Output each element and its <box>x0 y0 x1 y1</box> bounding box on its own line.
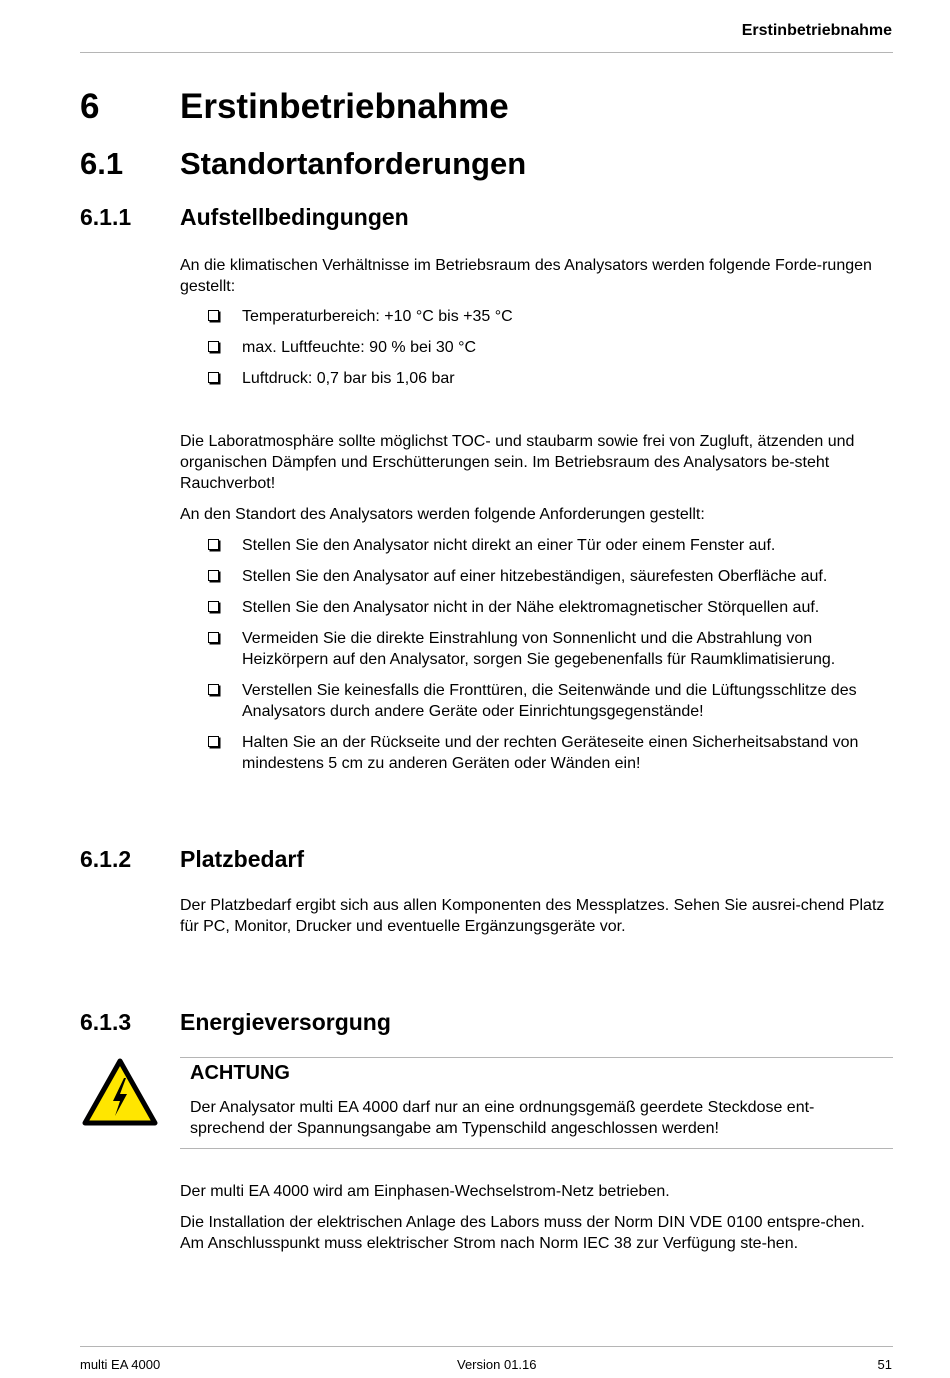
footer-product: multi EA 4000 <box>80 1357 161 1372</box>
atmosphere-paragraph: Die Laboratmosphäre sollte möglichst TOC- und staubarm sowie frei von Zugluft, ätzenden und organischen Dämpfen und Erschütterungen sein. Im Betriebsraum des Analysators be-steht Rauchverbot! <box>180 433 855 492</box>
list-item: Temperaturbereich: +10 °C bis +35 °C <box>180 306 892 327</box>
subsection-number: 6.1.2 <box>80 846 132 872</box>
list-item: Stellen Sie den Analysator auf einer hitzebeständigen, säurefesten Oberfläche auf. <box>180 566 892 587</box>
running-header: Erstinbetriebnahme <box>741 22 892 39</box>
subsection-number: 6.1.1 <box>80 204 132 230</box>
page-number: 51 <box>877 1357 892 1372</box>
subsection-title: Aufstellbedingungen <box>180 204 409 230</box>
list-item: Halten Sie an der Rückseite und der rechten Geräteseite einen Sicherheitsabstand von mindestens 5 cm zu anderen Geräten oder Wänden ein! <box>180 732 892 774</box>
section-title: Standortanforderungen <box>180 146 527 181</box>
section-number: 6.1 <box>80 146 124 181</box>
warning-bottom-rule <box>180 1148 893 1149</box>
list-item: Verstellen Sie keinesfalls die Fronttüren, die Seitenwände und die Lüftungsschlitze des Analysators durch andere Geräte oder Einrichtungsgegenstände! <box>180 680 892 722</box>
power-paragraph-2: Die Installation der elektrischen Anlage des Labors muss der Norm DIN VDE 0100 entspre-chen. Am Anschlusspunkt muss elektrischer Strom nach Norm IEC 38 zur Verfügung ste-hen. <box>180 1214 865 1252</box>
list-item: max. Luftfeuchte: 90 % bei 30 °C <box>180 337 892 358</box>
location-list <box>180 535 892 784</box>
footer-version: Version 01.16 <box>457 1357 537 1372</box>
footer-rule <box>80 1346 893 1347</box>
subsection-number: 6.1.3 <box>80 1009 132 1035</box>
subsection-title: Energieversorgung <box>180 1009 391 1035</box>
warning-title: ACHTUNG <box>190 1062 290 1084</box>
chapter-number: 6 <box>80 87 100 126</box>
electric-hazard-icon <box>82 1058 158 1126</box>
power-paragraph-1: Der multi EA 4000 wird am Einphasen-Wechselstrom-Netz betrieben. <box>180 1183 670 1200</box>
subsection-title: Platzbedarf <box>180 846 304 872</box>
space-paragraph: Der Platzbedarf ergibt sich aus allen Komponenten des Messplatzes. Sehen Sie ausrei-chend Platz für PC, Monitor, Drucker und eventuelle Ergänzungsgeräte vor. <box>180 897 885 935</box>
list-item: Stellen Sie den Analysator nicht in der Nähe elektromagnetischer Störquellen auf. <box>180 597 892 618</box>
warning-text: Der Analysator multi EA 4000 darf nur an eine ordnungsgemäß geerdete Steckdose ent-sprechend der Spannungsangabe am Typenschild angeschlossen werden! <box>190 1099 815 1137</box>
climate-list <box>180 306 892 399</box>
warning-top-rule <box>180 1057 893 1058</box>
location-intro: An den Standort des Analysators werden folgende Anforderungen gestellt: <box>180 506 705 523</box>
list-item: Luftdruck: 0,7 bar bis 1,06 bar <box>180 368 892 389</box>
chapter-title: Erstinbetriebnahme <box>180 87 509 126</box>
header-rule <box>80 52 893 53</box>
list-item: Vermeiden Sie die direkte Einstrahlung von Sonnenlicht und die Abstrahlung von Heizkörpern auf den Analysator, sorgen Sie gegebenenfalls für Raumklimatisierung. <box>180 628 892 670</box>
climate-intro: An die klimatischen Verhältnisse im Betriebsraum des Analysators werden folgende Forde-rungen gestellt: <box>180 257 872 295</box>
list-item: Stellen Sie den Analysator nicht direkt an einer Tür oder einem Fenster auf. <box>180 535 892 556</box>
